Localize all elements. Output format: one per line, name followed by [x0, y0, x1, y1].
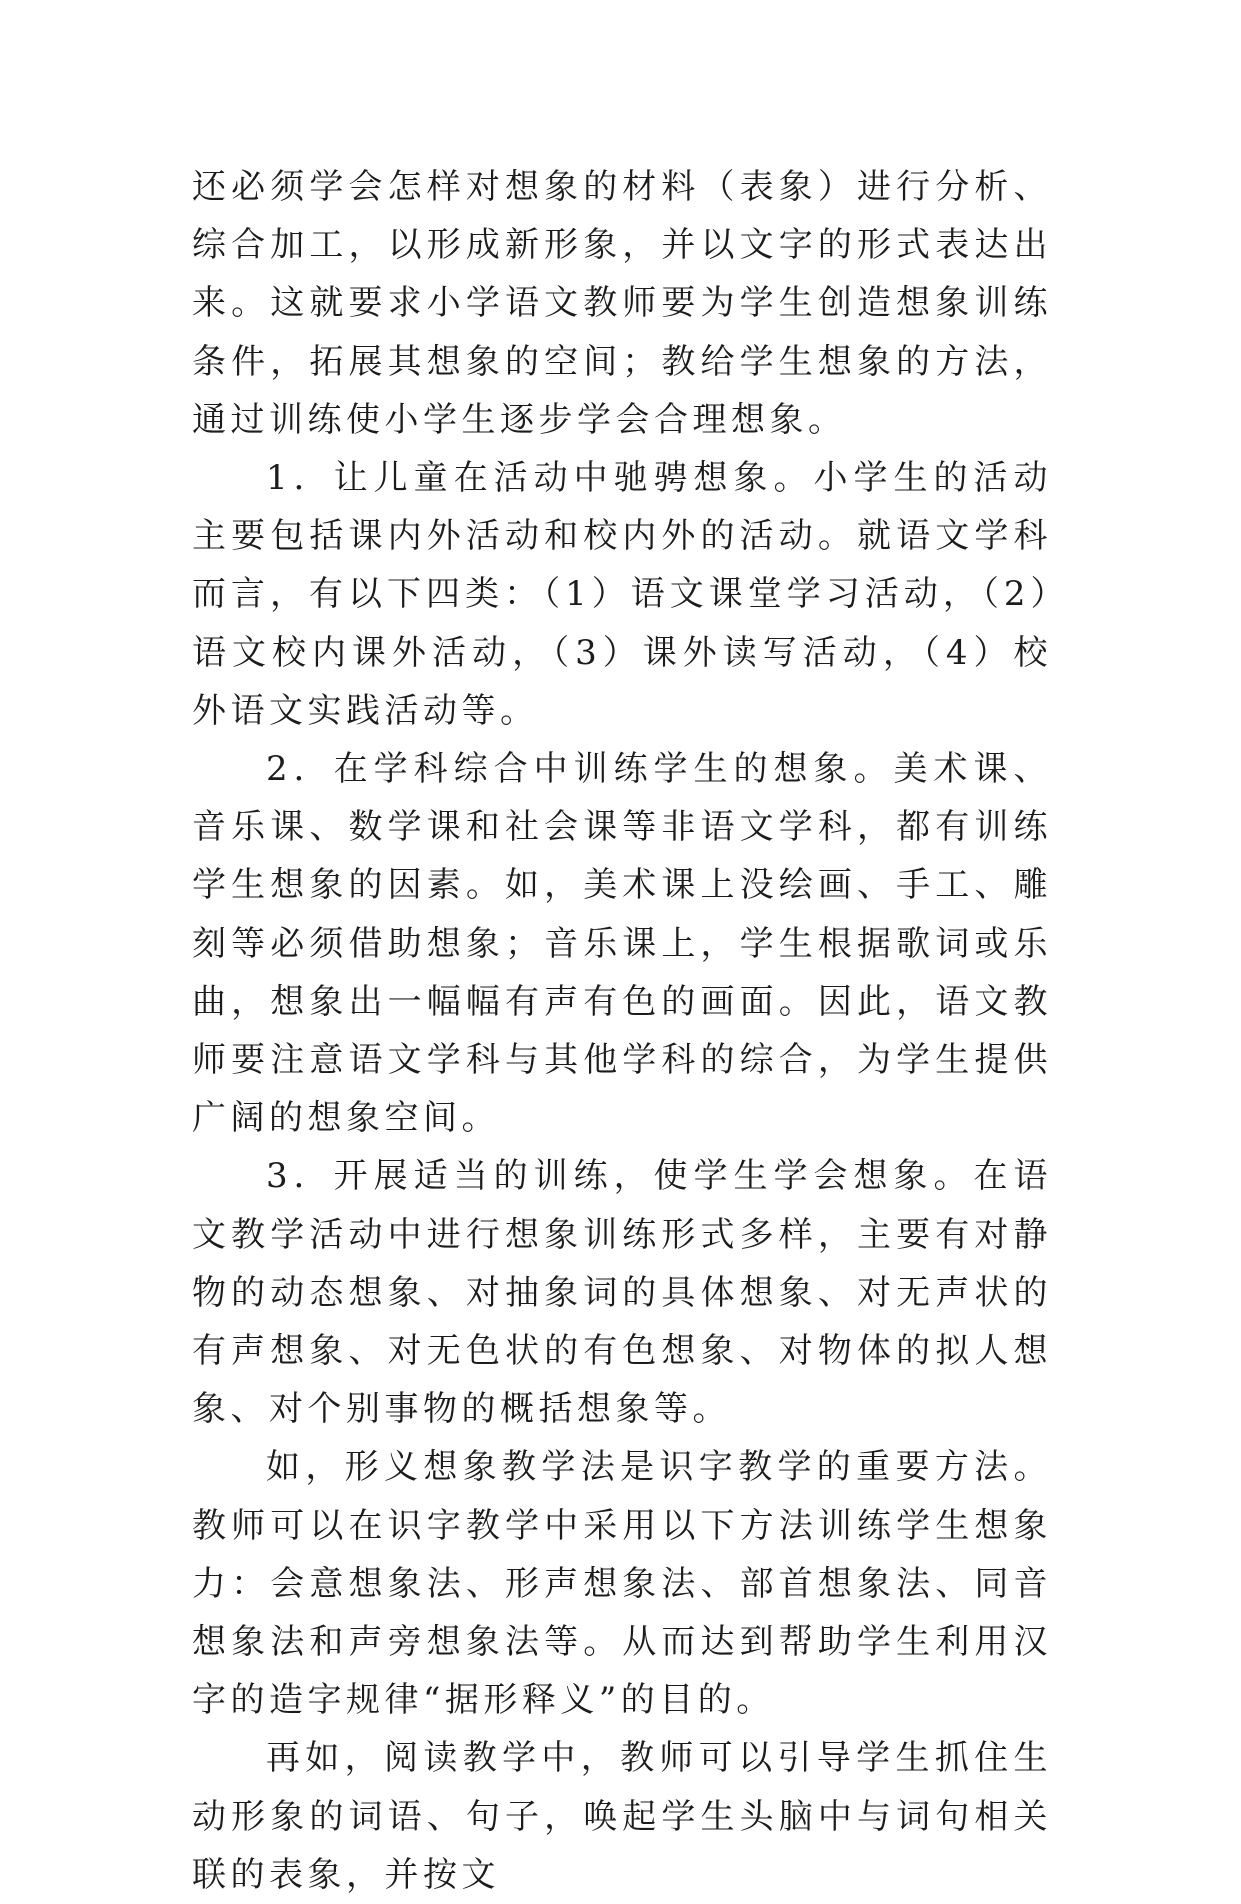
paragraph-point-2: 2．在学科综合中训练学生的想象。美术课、音乐课、数学课和社会课等非语文学科，都有训练学生想象的因素。如，美术课上没绘画、手工、雕刻等必须借助想象；音乐课上，学生根据歌词或乐曲，想象出一幅幅有声有色的画面。因此，语文教师要注意语文学科与其他学科的综合，为学生提供广阔的想象空间。 — [192, 749, 1052, 1139]
document-body — [192, 158, 1052, 1904]
paragraph-continuation: 还必须学会怎样对想象的材料（表象）进行分析、综合加工，以形成新形象，并以文字的形式表达出来。这就要求小学语文教师要为学生创造想象训练条件，拓展其想象的空间；教给学生想象的方法，通过训练使小学生逐步学会合理想象。 — [192, 167, 1052, 440]
paragraph-example-literacy: 如，形义想象教学法是识字教学的重要方法。教师可以在识字教学中采用以下方法训练学生想象力：会意想象法、形声想象法、部首想象法、同音想象法和声旁想象法等。从而达到帮助学生利用汉字的造字规律“据形释义”的目的。 — [192, 1447, 1052, 1721]
paragraph-point-3: 3．开展适当的训练，使学生学会想象。在语文教学活动中进行想象训练形式多样，主要有对静物的动态想象、对抽象词的具体想象、对无声状的有声想象、对无色状的有色想象、对物体的拟人想象、对个别事物的概括想象等。 — [192, 1156, 1052, 1430]
paragraph-example-reading: 再如，阅读教学中，教师可以引导学生抓住生动形象的词语、句子，唤起学生头脑中与词句相关联的表象，并按文 — [192, 1738, 1052, 1895]
paragraph-point-1: 1．让儿童在活动中驰骋想象。小学生的活动主要包括课内外活动和校内外的活动。就语文学科而言，有以下四类：（1）语文课堂学习活动，（2）语文校内课外活动，（3）课外读写活动，（4）校外语文实践活动等。 — [192, 458, 1052, 731]
